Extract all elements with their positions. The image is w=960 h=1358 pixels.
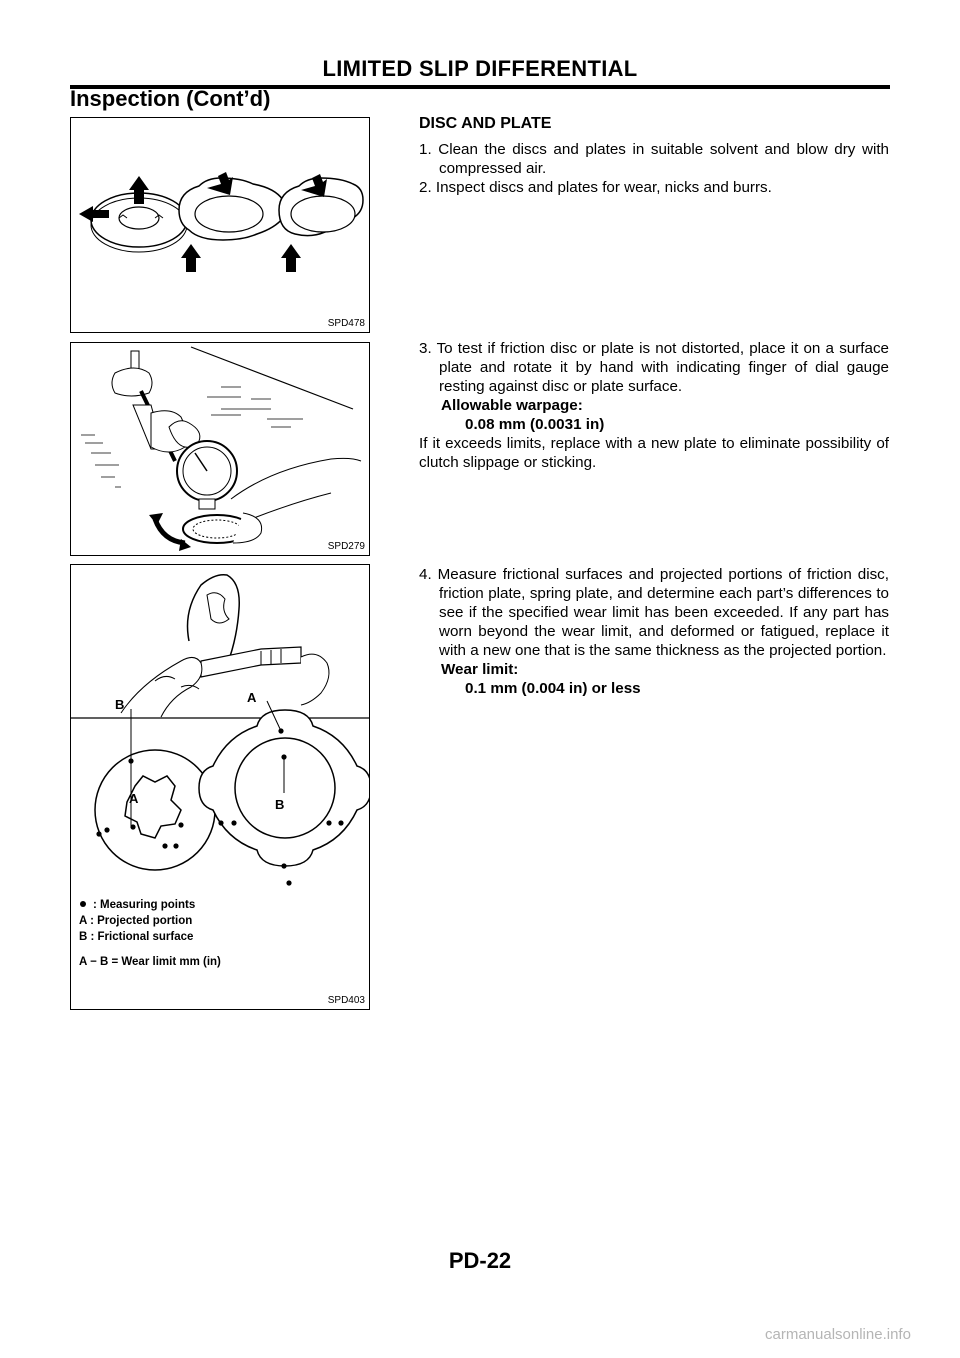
page-header bbox=[0, 0, 960, 112]
figure-code: SPD478 bbox=[327, 318, 365, 329]
label-a-right: A bbox=[247, 690, 257, 705]
step-2: 2. Inspect discs and plates for wear, nicks and burrs. bbox=[419, 179, 772, 196]
legend-projected-portion: A : Projected portion bbox=[79, 915, 193, 927]
figure-code: SPD403 bbox=[327, 995, 365, 1006]
dial-gauge-illustration bbox=[71, 343, 369, 555]
figure-code: SPD279 bbox=[327, 541, 365, 552]
figure-dial-gauge bbox=[70, 342, 370, 556]
page-subtitle: Inspection (Cont’d) bbox=[70, 86, 271, 111]
figure-disc-plate-wear bbox=[70, 117, 370, 333]
step-4: 4. Measure frictional surfaces and projected portions of friction disc, friction plate, spring plate, and determine each part’s differences to see if the specified wear limit has been exceeded. If any part has worn beyond the wear limit, and deformed or fatigued, replace it with a new one that is the same thickness as the projected portion. bbox=[419, 566, 889, 659]
step-1: 1. Clean the discs and plates in suitable solvent and blow dry with compressed air. bbox=[419, 141, 889, 177]
section-wear-limit bbox=[419, 565, 889, 698]
spec-value-warpage: 0.08 mm (0.0031 in) bbox=[465, 416, 605, 433]
page-number: PD-22 bbox=[448, 1248, 512, 1273]
page-title: LIMITED SLIP DIFFERENTIAL bbox=[322, 56, 638, 81]
step-3: 3. To test if friction disc or plate is not distorted, place it on a surface plate and rotate it by hand with indicating finger of dial gauge resting against disc or plate surface. bbox=[419, 340, 889, 395]
legend-measuring-points: : Measuring points bbox=[93, 899, 196, 911]
label-b-left: B bbox=[115, 697, 125, 712]
warpage-note: If it exceeds limits, replace with a new plate to eliminate possibility of clutch slippage or sticking. bbox=[419, 435, 889, 471]
figure-wear-limit bbox=[70, 564, 370, 1010]
legend-wear-formula: A − B = Wear limit mm (in) bbox=[79, 956, 221, 968]
label-b-right: B bbox=[275, 797, 285, 812]
legend-frictional-surface: B : Frictional surface bbox=[79, 931, 194, 943]
wear-limit-illustration bbox=[71, 565, 369, 1009]
label-a-left: A bbox=[129, 791, 139, 806]
footer-watermark: carmanualsonline.info bbox=[765, 1326, 911, 1343]
section-warpage bbox=[419, 339, 889, 472]
section-disc-and-plate bbox=[419, 114, 889, 197]
spec-label-warpage: Allowable warpage: bbox=[441, 397, 583, 414]
spec-label-wear: Wear limit: bbox=[441, 661, 519, 678]
spec-value-wear: 0.1 mm (0.004 in) or less bbox=[465, 680, 641, 697]
section-heading: DISC AND PLATE bbox=[419, 115, 552, 132]
disc-plate-illustration bbox=[71, 118, 369, 332]
